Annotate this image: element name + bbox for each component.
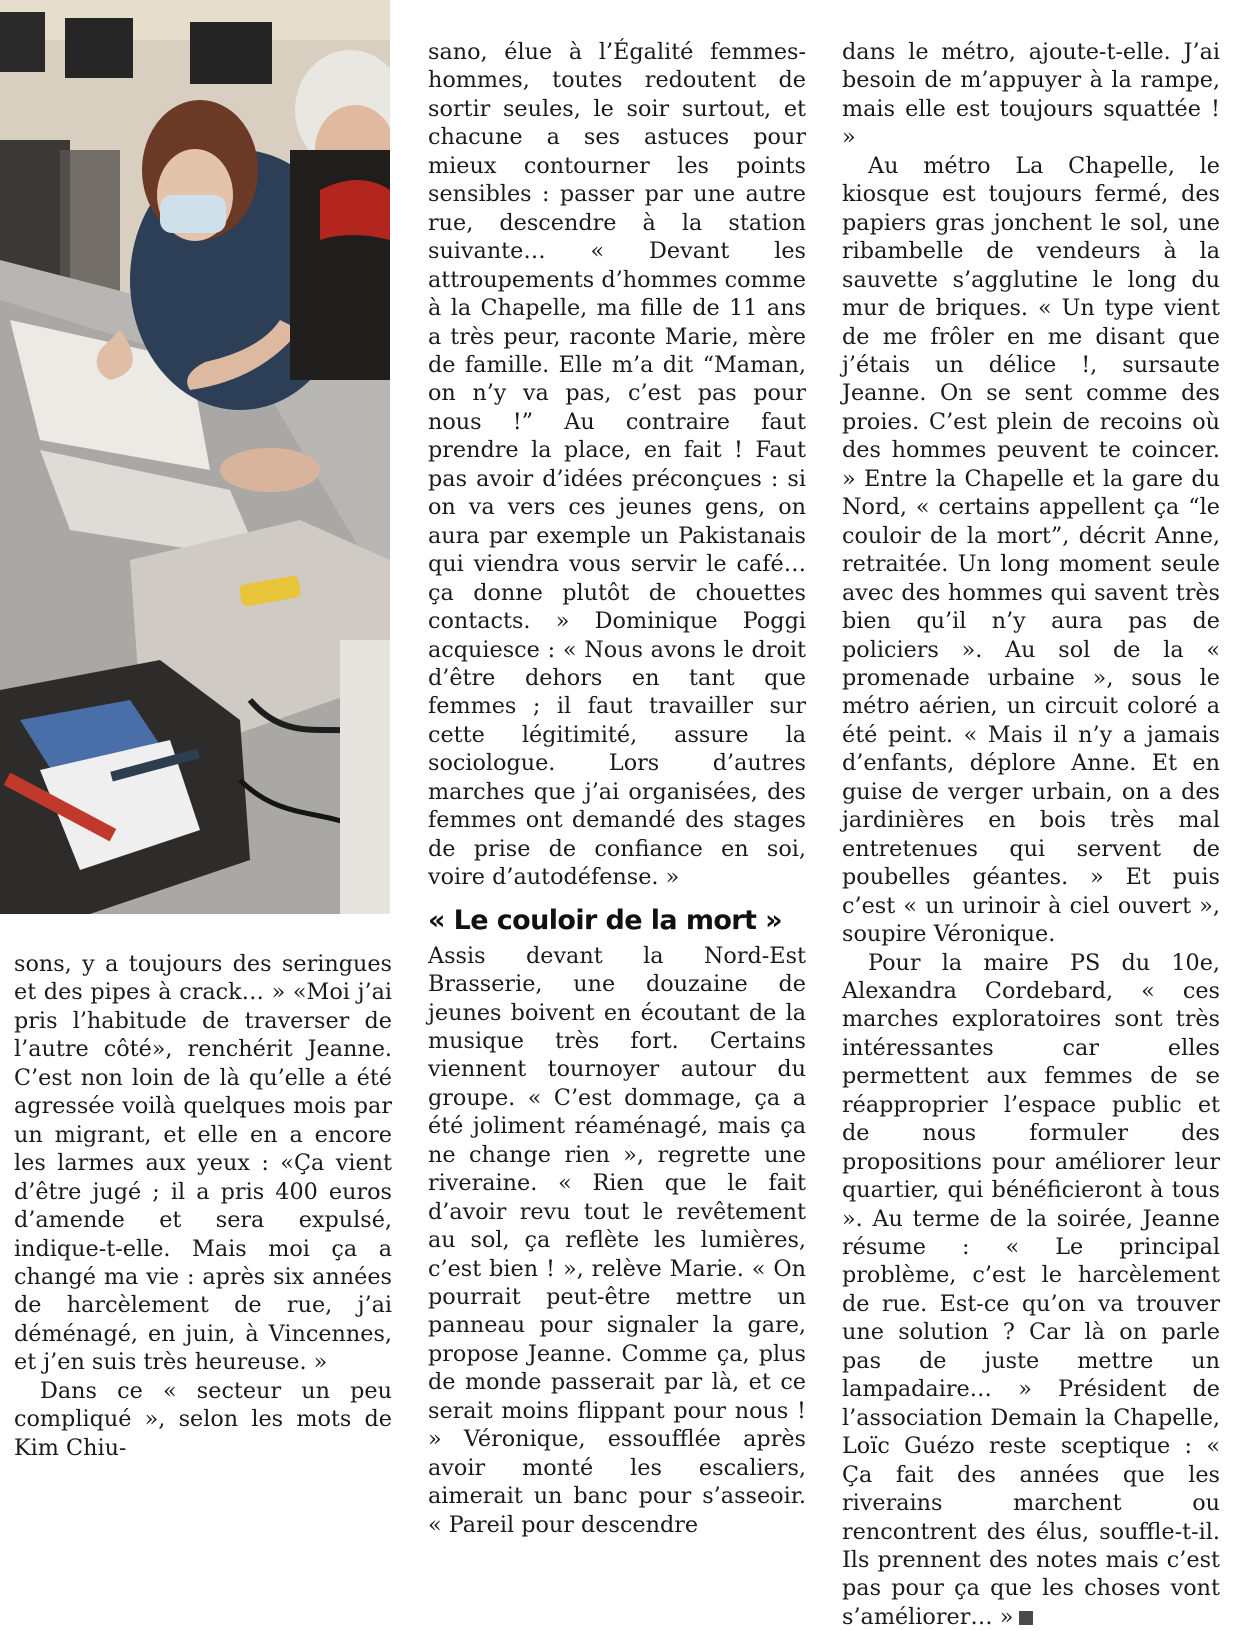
meeting-photo — [0, 0, 390, 914]
paragraph: sons, y a toujours des seringues et des pipes à crack… » «Moi j’ai pris l’habitude de traverser de l’autre côté», renchérit Jeanne. C’est non loin de là qu’elle a été agressée voilà quelques mois par un migrant, et elle en a encore les larmes aux yeux : «Ça vient d’être jugé ; il a pris 400 euros d’amende et sera expulsé, indique-t-elle. Mais moi ça a changé ma vie : après six années de harcèlement de rue, j’ai déménagé, en juin, à Vincennes, et j’en suis très heureuse. » — [14, 950, 392, 1377]
paragraph: Dans ce « secteur un peu compliqué », selon les mots de Kim Chiu- — [14, 1377, 392, 1462]
article-column-middle — [428, 38, 806, 1539]
paragraph-final — [842, 949, 1220, 1631]
end-of-article-square-icon — [1019, 1611, 1033, 1625]
paragraph: sano, élue à l’Égalité femmes-hommes, toutes redoutent de sortir seules, le soir surtout, et chacune a ses astuces pour mieux contourner les points sensibles : passer par une autre rue, descendre à la station suivante… « Devant les attroupements d’hommes comme à la Chapelle, ma fille de 11 ans a très peur, raconte Marie, mère de famille. Elle m’a dit “Maman, on n’y va pas, c’est pas pour nous !” Au contraire faut prendre la place, en fait ! Faut pas avoir d’idées préconçues : si on va vers ces jeunes gens, on aura par exemple un Pakistanais qui viendra vous servir le café… ça donne plutôt de chouettes contacts. » Dominique Poggi acquiesce : « Nous avons le droit d’être dehors en tant que femmes ; il faut travailler sur cette légitimité, assure la sociologue. Lors d’autres marches que j’ai organisées, des femmes ont demandé des stages de prise de confiance en soi, voire d’autodéfense. » — [428, 38, 806, 892]
paragraph: dans le métro, ajoute-t-elle. J’ai besoin de m’appuyer à la rampe, mais elle est toujours squattée ! » — [842, 38, 1220, 152]
article-column-left — [14, 950, 392, 1462]
section-subheading: « Le couloir de la mort » — [428, 904, 806, 938]
paragraph-text: Pour la maire PS du 10e, Alexandra Cordebard, « ces marches exploratoires sont très intéressantes car elles permettent aux femmes de se réapproprier l’espace public et de nous formuler des propositions pour améliorer leur quartier, qui bénéficieront à tous ». Au terme de la soirée, Jeanne résume : « Le principal problème, c’est le harcèlement de rue. Est-ce qu’on va trouver une solution ? Car là on parle pas de juste mettre un lampadaire… » Président de l’association Demain la Chapelle, Loïc Guézo reste sceptique : « Ça fait des années que les riverains marchent ou rencontrent des élus, souffle-t-il. Ils prennent des notes mais c’est pas pour ça que les choses vont s’améliorer… » — [842, 950, 1220, 1630]
photo-illustration — [0, 0, 390, 914]
article-column-right — [842, 38, 1220, 1631]
paragraph: Au métro La Chapelle, le kiosque est toujours fermé, des papiers gras jonchent le sol, une ribambelle de vendeurs à la sauvette s’agglutine le long du mur de briques. « Un type vient de me frôler en me disant que j’étais un délice !, sursaute Jeanne. On se sent comme des proies. C’est plein de recoins où des hommes peuvent te coincer. » Entre la Chapelle et la gare du Nord, « certains appellent ça “le couloir de la mort”, décrit Anne, retraitée. Un long moment seule avec des hommes qui savent très bien qu’il n’y aura pas de policiers ». Au sol de la « promenade urbaine », sous le métro aérien, un circuit coloré a été peint. « Mais il n’y a jamais d’enfants, déplore Anne. Et en guise de verger urbain, on a des jardinières en bois très mal entretenues qui servent de poubelles géantes. » Et puis c’est « un urinoir à ciel ouvert », soupire Véronique. — [842, 152, 1220, 949]
paragraph: Assis devant la Nord-Est Brasserie, une douzaine de jeunes boivent en écoutant de la musique très fort. Certains viennent tournoyer autour du groupe. « C’est dommage, ça a été joliment réaménagé, mais ça ne change rien », regrette une riveraine. « Rien que le fait d’avoir revu tout le revêtement au sol, ça reflète les lumières, c’est bien ! », relève Marie. « On pourrait peut-être mettre un panneau pour signaler la gare, propose Jeanne. Comme ça, plus de monde passerait par là, et ce serait moins flippant pour nous ! » Véronique, essoufflée après avoir monté les escaliers, aimerait un banc pour s’asseoir. « Pareil pour descendre — [428, 942, 806, 1540]
